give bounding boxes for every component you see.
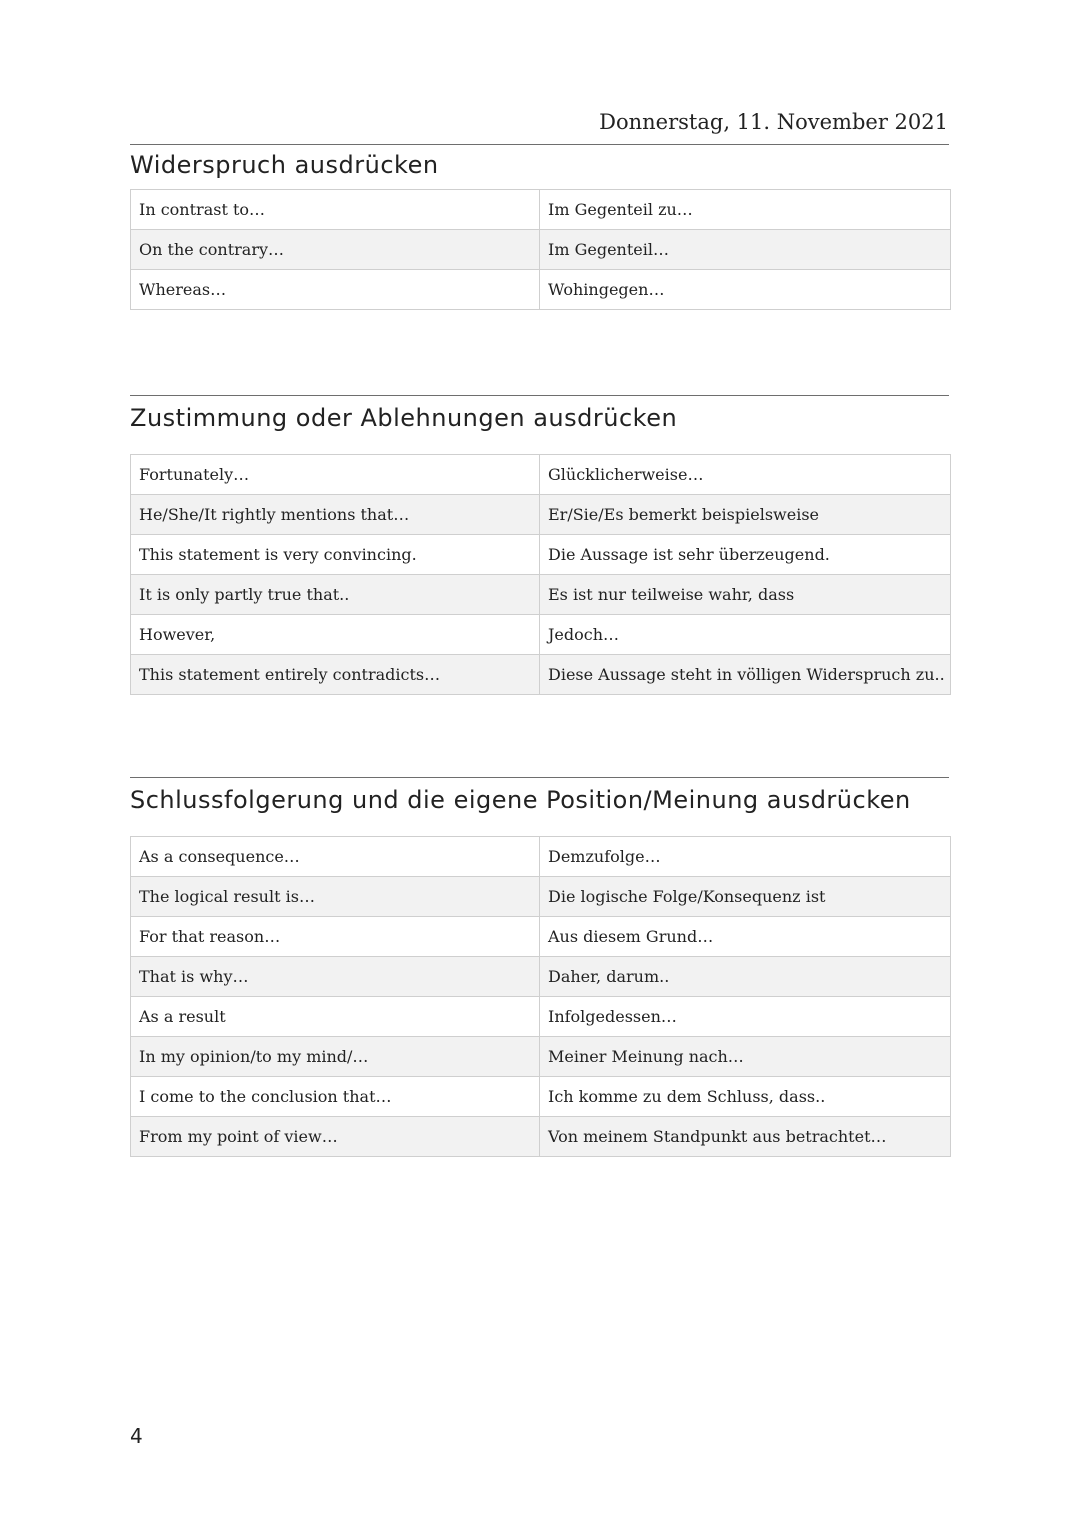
table-row <box>131 615 951 655</box>
german-phrase: Aus diesem Grund… <box>540 917 951 957</box>
section-title: Zustimmung oder Ablehnungen ausdrücken <box>130 404 678 432</box>
german-phrase: Meiner Meinung nach… <box>540 1037 951 1077</box>
section-title: Schlussfolgerung und die eigene Position/Meinung ausdrücken <box>130 786 911 814</box>
german-phrase: Daher, darum.. <box>540 957 951 997</box>
section-divider <box>130 777 949 778</box>
section-widerspruch <box>130 153 950 310</box>
german-phrase: Im Gegenteil zu… <box>540 190 951 230</box>
german-phrase: Von meinem Standpunkt aus betrachtet… <box>540 1117 951 1157</box>
english-phrase: The logical result is… <box>131 877 540 917</box>
phrase-table <box>130 189 951 310</box>
table-row <box>131 1037 951 1077</box>
table-row <box>131 1117 951 1157</box>
table-row <box>131 270 951 310</box>
english-phrase: As a result <box>131 997 540 1037</box>
page-header <box>130 106 949 145</box>
german-phrase: Im Gegenteil… <box>540 230 951 270</box>
english-phrase: That is why… <box>131 957 540 997</box>
english-phrase: However, <box>131 615 540 655</box>
table-row <box>131 917 951 957</box>
english-phrase: From my point of view… <box>131 1117 540 1157</box>
table-row <box>131 837 951 877</box>
section-schlussfolgerung <box>130 777 950 1157</box>
table-row <box>131 655 951 695</box>
german-phrase: Infolgedessen… <box>540 997 951 1037</box>
german-phrase: Die Aussage ist sehr überzeugend. <box>540 535 951 575</box>
table-row <box>131 495 951 535</box>
german-phrase: Er/Sie/Es bemerkt beispielsweise <box>540 495 951 535</box>
english-phrase: On the contrary… <box>131 230 540 270</box>
english-phrase: I come to the conclusion that… <box>131 1077 540 1117</box>
table-row <box>131 957 951 997</box>
phrase-table <box>130 836 951 1157</box>
section-divider <box>130 395 949 396</box>
german-phrase: Diese Aussage steht in völligen Widerspruch zu.. <box>540 655 951 695</box>
table-row <box>131 455 951 495</box>
section-zustimmung <box>130 395 950 695</box>
english-phrase: This statement entirely contradicts… <box>131 655 540 695</box>
table-row <box>131 1077 951 1117</box>
table-row <box>131 230 951 270</box>
english-phrase: Fortunately… <box>131 455 540 495</box>
english-phrase: In my opinion/to my mind/… <box>131 1037 540 1077</box>
german-phrase: Die logische Folge/Konsequenz ist <box>540 877 951 917</box>
section-title: Widerspruch ausdrücken <box>130 151 439 179</box>
table-row <box>131 997 951 1037</box>
english-phrase: He/She/It rightly mentions that… <box>131 495 540 535</box>
table-row <box>131 575 951 615</box>
german-phrase: Glücklicherweise… <box>540 455 951 495</box>
english-phrase: As a consequence… <box>131 837 540 877</box>
page-number: 4 <box>130 1424 143 1448</box>
page-date: Donnerstag, 11. November 2021 <box>599 110 948 134</box>
english-phrase: Whereas… <box>131 270 540 310</box>
table-row <box>131 877 951 917</box>
german-phrase: Jedoch… <box>540 615 951 655</box>
german-phrase: Es ist nur teilweise wahr, dass <box>540 575 951 615</box>
english-phrase: This statement is very convincing. <box>131 535 540 575</box>
german-phrase: Ich komme zu dem Schluss, dass.. <box>540 1077 951 1117</box>
english-phrase: In contrast to… <box>131 190 540 230</box>
phrase-table <box>130 454 951 695</box>
german-phrase: Demzufolge… <box>540 837 951 877</box>
english-phrase: It is only partly true that.. <box>131 575 540 615</box>
english-phrase: For that reason… <box>131 917 540 957</box>
german-phrase: Wohingegen… <box>540 270 951 310</box>
table-row <box>131 190 951 230</box>
table-row <box>131 535 951 575</box>
